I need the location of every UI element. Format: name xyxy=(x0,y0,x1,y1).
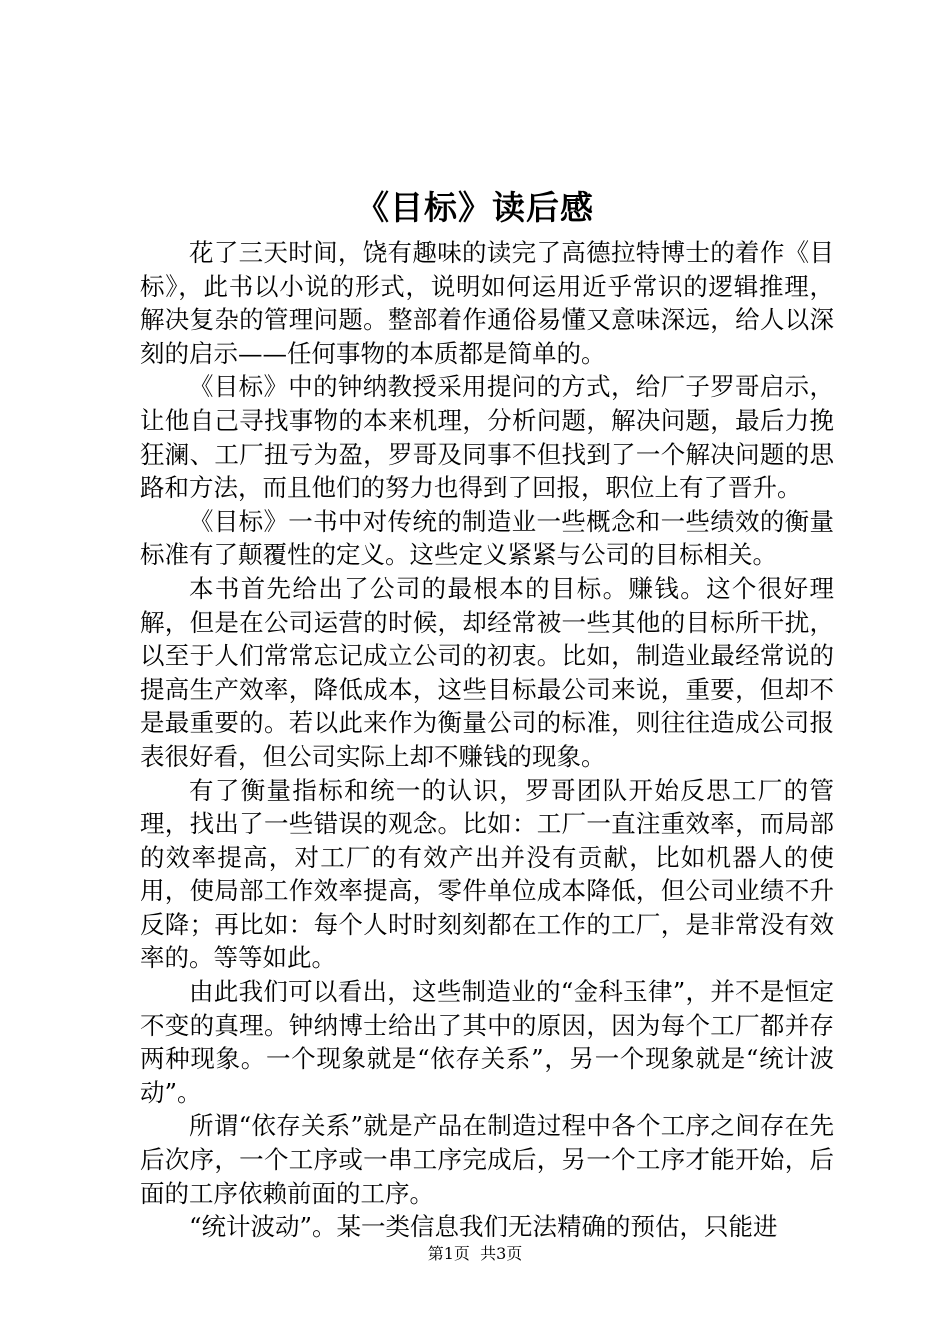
paragraph: 本书首先给出了公司的最根本的目标。赚钱。这个很好理解，但是在公司运营的时候，却经常被一些其他的目标所干扰，以至于人们常常忘记成立公司的初衷。比如，制造业最经常说的提高生产效率，降低成本，这些目标最公司来说，重要，但却不是最重要的。若以此来作为衡量公司的标准，则往往造成公司报表很好看，但公司实际上却不赚钱的现象。 xyxy=(140,573,834,771)
paragraph: 《目标》中的钟纳教授采用提问的方式，给厂子罗哥启示，让他自己寻找事物的本来机理，分析问题，解决问题，最后力挽狂澜、工厂扭亏为盈，罗哥及同事不但找到了一个解决问题的思路和方法，而且他们的努力也得到了回报，职位上有了晋升。 xyxy=(140,372,834,503)
paragraph: 有了衡量指标和统一的认识，罗哥团队开始反思工厂的管理，找出了一些错误的观念。比如：工厂一直注重效率，而局部的效率提高，对工厂的有效产出并没有贡献，比如机器人的使用，使局部工作效率提高，零件单位成本降低，但公司业绩不升反降；再比如：每个人时时刻刻都在工作的工厂，是非常没有效率的。等等如此。 xyxy=(140,775,834,973)
document-title: 《目标》读后感 xyxy=(356,188,594,227)
page-total: 共3页 xyxy=(480,1244,523,1263)
page-number: 第1页 xyxy=(427,1244,470,1263)
document-body xyxy=(140,236,834,1244)
paragraph: 由此我们可以看出，这些制造业的“金科玉律”，并不是恒定不变的真理。钟纳博士给出了其中的原因，因为每个工厂都并存两种现象。一个现象就是“依存关系”，另一个现象就是“统计波动”。 xyxy=(140,977,834,1107)
paragraph: 花了三天时间，饶有趣味的读完了高德拉特博士的着作《目标》，此书以小说的形式，说明如何运用近乎常识的逻辑推理，解决复杂的管理问题。整部着作通俗易懂又意味深远，给人以深刻的启示——任何事物的本质都是简单的。 xyxy=(140,238,834,368)
page-footer xyxy=(0,1243,950,1265)
paragraph: 所谓“依存关系”就是产品在制造过程中各个工序之间存在先后次序，一个工序或一串工序完成后，另一个工序才能开始，后面的工序依赖前面的工序。 xyxy=(140,1111,834,1208)
paragraph: 《目标》一书中对传统的制造业一些概念和一些绩效的衡量标准有了颠覆性的定义。这些定义紧紧与公司的目标相关。 xyxy=(140,506,834,570)
paragraph: “统计波动”。某一类信息我们无法精确的预估，只能进 xyxy=(189,1212,778,1242)
